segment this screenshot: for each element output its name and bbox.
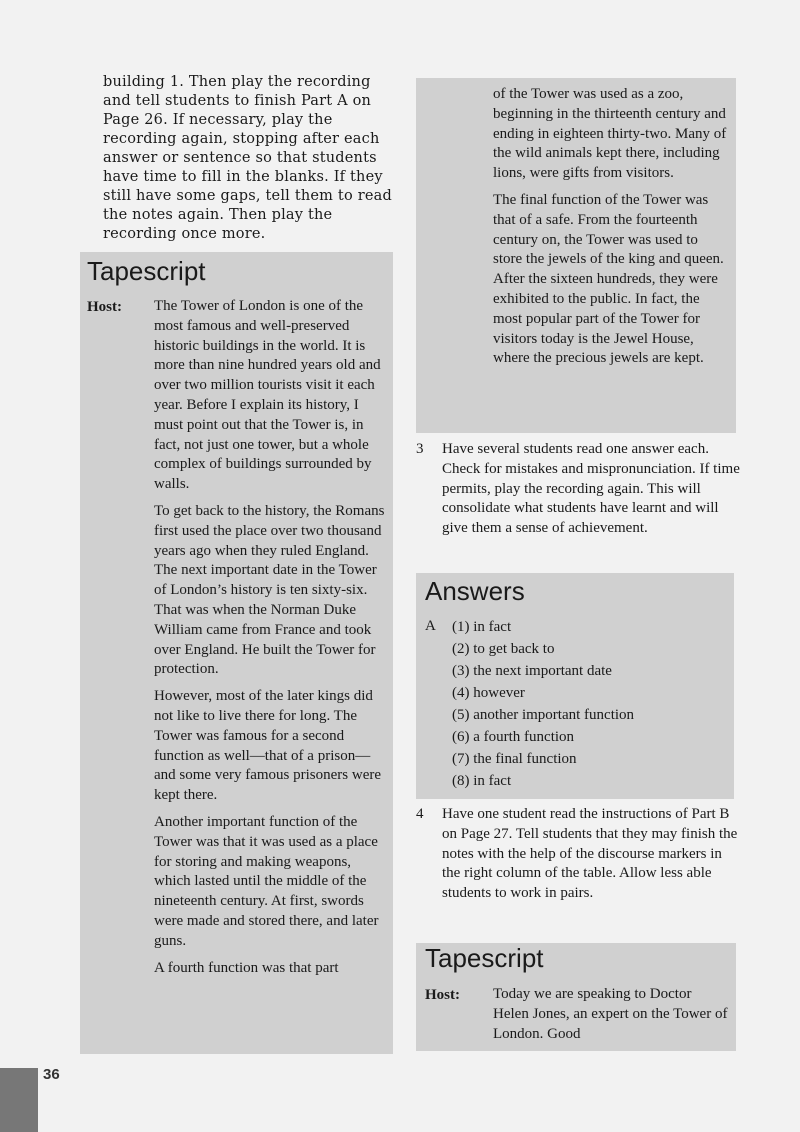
tapescript-paragraph: Another important function of the Tower was that it was used as a place for storing and making weapons, which lasted until the middle of the nineteenth century. At first, swords were made and stored there, and later guns.	[154, 813, 379, 949]
answers-part-letter: A	[425, 618, 436, 634]
tapescript-paragraph: A fourth function was that part	[154, 959, 339, 976]
speaker-label: Host:	[425, 987, 460, 1003]
tapescript-paragraph: To get back to the history, the Romans first used the place over two thousand years ago when they ruled England. The next important date in the Tower of London’s history is ten sixty-six. That was when the Norman Duke William came from France and took over England. He built the Tower for protection.	[154, 502, 385, 678]
answer-item: (4) however	[452, 685, 525, 701]
step-text: Have one student read the instructions of Part B on Page 27. Tell students that they may finish the notes with the help of the discourse markers in the right column of the table. Allow less able students to work in pairs.	[442, 806, 738, 902]
tapescript-paragraph: However, most of the later kings did not like to live there for long. The Tower was famous for a second function as well—that of a prison—and some very famous prisoners were kept there.	[154, 688, 382, 804]
answer-item: (6) a fourth function	[452, 729, 575, 745]
tapescript-paragraph: of the Tower was used as a zoo, beginning in the thirteenth century and ending in eighteen thirty-two. Many of the wild animals kept there, including lions, were gifts from visitors.	[493, 86, 727, 182]
tapescript-paragraph: The final function of the Tower was that of a safe. From the fourteenth century on, the Tower was used to store the jewels of the king and queen. After the sixteen hundreds, they were exhibited to the public. In fact, the most popular part of the Tower for visitors today is the Jewel House, where the precious jewels are kept.	[493, 191, 724, 367]
answers-heading: Answers	[425, 576, 525, 606]
tapescript-heading: Tapescript	[87, 256, 206, 286]
answer-item: (2) to get back to	[452, 641, 555, 657]
answer-item: (3) the next important date	[452, 663, 612, 679]
intro-text: building 1. Then play the recording and tell students to finish Part A on Page 26. If necessary, play the recording again, stopping after each answer or sentence so that students have time to fill in the blanks. If they still have some gaps, tell them to read the notes again. Then play the recording once more.	[103, 74, 392, 242]
answer-item: (7) the final function	[452, 751, 577, 767]
step-number: 4	[416, 806, 424, 822]
tapescript-2-text: Today we are speaking to Doctor Helen Jones, an expert on the Tower of London. Good	[493, 986, 728, 1042]
step-number: 3	[416, 441, 424, 457]
tapescript-paragraph: The Tower of London is one of the most famous and well-preserved historic buildings in the world. It is more than nine hundred years old and over two million tourists visit it each year. Before I explain its history, I must point out that the Tower is, in fact, not just one tower, but a whole complex of buildings surrounded by walls.	[154, 298, 381, 493]
speaker-label: Host:	[87, 299, 122, 315]
step-text: Have several students read one answer each. Check for mistakes and mispronunciation. If time permits, play the recording again. This will consolidate what students have learnt and will give them a sense of achievement.	[442, 441, 740, 537]
answer-item: (1) in fact	[452, 619, 512, 635]
page-tab	[0, 1068, 38, 1132]
page-number: 36	[43, 1066, 60, 1083]
answer-item: (5) another important function	[452, 707, 635, 723]
tapescript-body	[154, 297, 390, 985]
answer-item: (8) in fact	[452, 773, 512, 789]
answers-list	[452, 616, 634, 792]
tapescript-continued-body	[493, 85, 729, 376]
tapescript-heading: Tapescript	[425, 943, 544, 973]
